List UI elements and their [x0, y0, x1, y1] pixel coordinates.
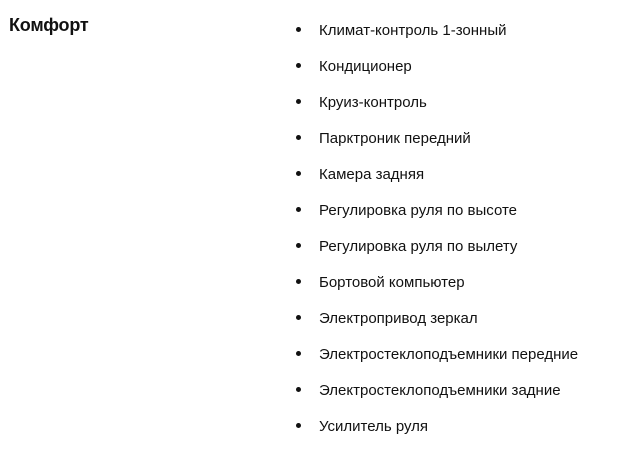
bullet-icon	[296, 351, 301, 356]
feature-label: Камера задняя	[319, 166, 425, 183]
bullet-icon	[296, 423, 301, 428]
bullet-icon	[296, 135, 301, 140]
feature-label: Электростеклоподъемники передние	[319, 346, 579, 363]
feature-label: Электростеклоподъемники задние	[319, 382, 561, 399]
bullet-icon	[296, 99, 301, 104]
bullet-icon	[296, 207, 301, 212]
feature-label: Регулировка руля по высоте	[319, 202, 518, 219]
bullet-icon	[296, 387, 301, 392]
feature-label: Климат-контроль 1-зонный	[319, 22, 507, 39]
bullet-icon	[296, 171, 301, 176]
feature-label: Электропривод зеркал	[319, 310, 478, 327]
bullet-icon	[296, 63, 301, 68]
section-title: Комфорт	[9, 15, 89, 35]
bullet-icon	[296, 279, 301, 284]
bullet-icon	[296, 315, 301, 320]
bullet-icon	[296, 27, 301, 32]
feature-label: Кондиционер	[319, 58, 412, 75]
feature-label: Усилитель руля	[319, 418, 429, 435]
feature-label: Парктроник передний	[319, 130, 471, 147]
bullet-icon	[296, 243, 301, 248]
feature-label: Бортовой компьютер	[319, 274, 465, 291]
feature-label: Круиз-контроль	[319, 94, 427, 111]
feature-label: Регулировка руля по вылету	[319, 238, 518, 255]
